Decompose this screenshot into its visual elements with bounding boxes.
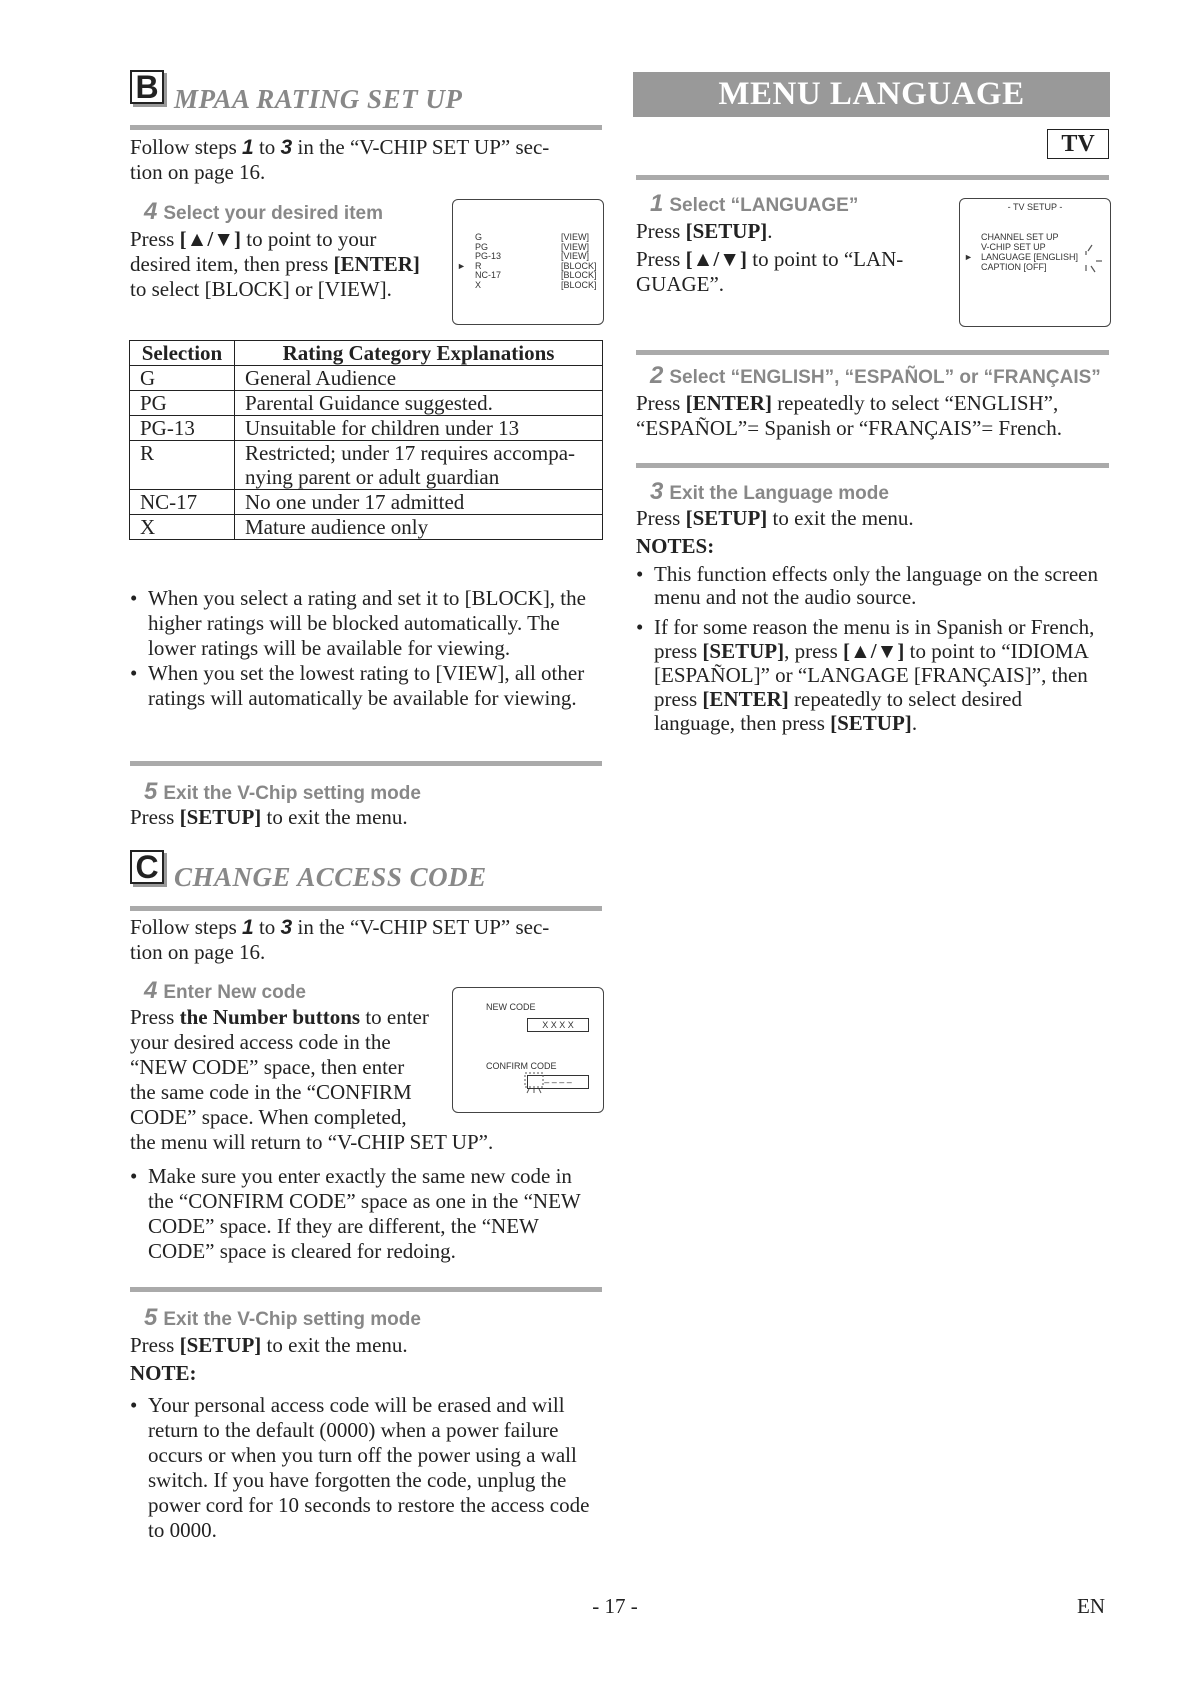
osd-menu-item: LANGUAGE [ENGLISH] xyxy=(981,252,1079,262)
osd-cursor-icon: ► xyxy=(964,252,973,262)
osd-tv-setup-header: - TV SETUP - xyxy=(1007,202,1063,212)
osd-rating-state: [BLOCK] xyxy=(561,260,597,271)
section-c-step5-text: Press [SETUP] to exit the menu. xyxy=(130,1333,408,1357)
rating-category-table xyxy=(129,340,603,540)
osd-confirm-code-label: CONFIRM CODE xyxy=(486,1061,557,1071)
osd-rating-state: [BLOCK] xyxy=(561,270,597,280)
section-b-step5-text: Press [SETUP] to exit the menu. xyxy=(130,805,408,829)
language-code: EN xyxy=(1077,1594,1105,1618)
osd-rating-label: X xyxy=(475,279,482,290)
rating-selection-cell: PG-13 xyxy=(130,416,235,441)
osd-rating-label: G xyxy=(475,232,483,242)
access-code-osd-screen xyxy=(452,987,604,1113)
osd-new-code-label: NEW CODE xyxy=(486,1002,536,1012)
lang-note-1: • This function effects only the language on the screen menu and not the audio source. xyxy=(636,562,1098,609)
section-b-bullet-1: • When you select a rating and set it to [BLOCK], the higher ratings will be blocked automatically. The lower ratings will be available for viewing. xyxy=(130,586,586,660)
table-row xyxy=(130,515,603,540)
table-row xyxy=(130,391,603,416)
rating-explanation-cell: General Audience xyxy=(235,366,603,391)
section-c-bullet: • Make sure you enter exactly the same new code in the “CONFIRM CODE” space as one in the “NEW CODE” space. If they are different, the “NEW CODE” space is cleared for redoing. xyxy=(130,1164,581,1263)
rating-selection-cell: PG xyxy=(130,391,235,416)
section-b-intro: Follow steps 1 to 3 in the “V-CHIP SET UP” sec- tion on page 16. xyxy=(130,135,550,184)
rating-selection-cell: R xyxy=(130,441,235,490)
table-header-selection: Selection xyxy=(130,341,235,366)
section-b-title: MPAA RATING SET UP xyxy=(174,84,463,114)
section-c-step4-heading: 4 Enter New code xyxy=(144,977,306,1004)
section-c-intro: Follow steps 1 to 3 in the “V-CHIP SET UP” sec- tion on page 16. xyxy=(130,915,550,964)
rating-selection-cell: X xyxy=(130,515,235,540)
section-b-letter: B xyxy=(130,70,164,104)
section-b-step5-rule xyxy=(130,761,602,766)
section-b-step5-heading: 5 Exit the V-Chip setting mode xyxy=(144,778,421,805)
rating-osd-screen xyxy=(452,199,604,325)
section-b-step4-text: Press [▲/▼] to point to your desired item, then press [ENTER] to select [BLOCK] or [VIEW]. xyxy=(130,227,420,301)
osd-menu-item: V-CHIP SET UP xyxy=(981,242,1046,252)
table-row xyxy=(130,490,603,515)
table-row xyxy=(130,366,603,391)
rating-explanation-cell: Parental Guidance suggested. xyxy=(235,391,603,416)
lang-step3-heading: 3 Exit the Language mode xyxy=(650,478,889,505)
section-b-bullet-2: • When you set the lowest rating to [VIEW], all other ratings will automatically be available for viewing. xyxy=(130,661,585,710)
blink-lines-icon xyxy=(1070,241,1106,277)
section-c-note-bullet: • Your personal access code will be erased and will return to the default (0000) when a power failure occurs or when you turn off the power using a wall switch. If you have forgotten the code, unplug the power cord for 10 seconds to restore the access code to 0000. xyxy=(130,1393,590,1542)
lang-step2-text: Press [ENTER] repeatedly to select “ENGLISH”, “ESPAÑOL”= Spanish or “FRANÇAIS”= French. xyxy=(636,391,1062,440)
rating-selection-cell: NC-17 xyxy=(130,490,235,515)
osd-rating-state: [BLOCK] xyxy=(561,279,597,290)
section-c-letter: C xyxy=(130,850,164,884)
lang-step1-heading: 1 Select “LANGUAGE” xyxy=(650,190,859,217)
lang-step3-rule xyxy=(636,463,1109,468)
section-b-step4-heading: 4 Select your desired item xyxy=(144,198,384,225)
table-header-explanations: Rating Category Explanations xyxy=(235,341,603,366)
lang-step2-heading: 2 Select “ENGLISH”, “ESPAÑOL” or “FRANÇAIS” xyxy=(650,362,1101,389)
osd-confirm-code-value: – – – – xyxy=(527,1075,589,1089)
section-c-step5-rule xyxy=(130,1287,602,1292)
osd-menu-item: CHANNEL SET UP xyxy=(981,232,1059,242)
tv-badge: TV xyxy=(1047,129,1109,159)
lang-step3-text: Press [SETUP] to exit the menu. xyxy=(636,506,914,530)
section-c-step4-text: Press the Number buttons to enter your desired access code in the “NEW CODE” space, then enter the same code in the “CONFIRM CODE” space. When completed, the menu will return to “V-CHIP SET UP”. xyxy=(130,1005,494,1154)
rating-explanation-cell: Restricted; under 17 requires accompa- nying parent or adult guardian xyxy=(235,441,603,490)
osd-rating-label: NC-17 xyxy=(475,270,502,280)
lang-step2-rule xyxy=(636,350,1109,355)
section-c-rule xyxy=(130,906,602,911)
lang-step1-rule xyxy=(636,175,1109,180)
osd-rating-state: [VIEW] xyxy=(561,251,590,261)
osd-rating-state: [VIEW] xyxy=(561,232,590,242)
rating-explanation-cell: Mature audience only xyxy=(235,515,603,540)
blink-cursor-icon xyxy=(523,1070,549,1094)
table-row xyxy=(130,441,603,490)
osd-menu-item: CAPTION [OFF] xyxy=(981,262,1047,272)
osd-rating-row xyxy=(453,281,603,291)
osd-cursor-icon: ► xyxy=(457,260,466,271)
osd-new-code-value: X X X X xyxy=(527,1018,589,1032)
section-c-note-label: NOTE: xyxy=(130,1361,197,1385)
osd-rating-state: [VIEW] xyxy=(561,241,590,252)
table-row xyxy=(130,416,603,441)
menu-language-title: MENU LANGUAGE xyxy=(633,72,1110,117)
osd-rating-label: R xyxy=(475,260,482,271)
rating-selection-cell: G xyxy=(130,366,235,391)
section-c-step5-heading: 5 Exit the V-Chip setting mode xyxy=(144,1304,421,1331)
section-b-rule xyxy=(130,125,602,130)
section-c-title: CHANGE ACCESS CODE xyxy=(174,862,487,892)
tv-setup-osd-screen xyxy=(959,198,1111,327)
rating-explanation-cell: Unsuitable for children under 13 xyxy=(235,416,603,441)
lang-notes-label: NOTES: xyxy=(636,534,715,558)
osd-rating-label: PG xyxy=(475,241,489,252)
lang-note-2: • If for some reason the menu is in Spanish or French, press [SETUP], press [▲/▼] to point to “IDIOMA [ESPAÑOL]” or “LANGAGE [FRANÇAIS]”, then press [ENTER] repeatedly to select desired language, then press [SETUP]. xyxy=(636,615,1095,735)
osd-rating-label: PG-13 xyxy=(475,251,502,261)
rating-explanation-cell: No one under 17 admitted xyxy=(235,490,603,515)
page-number: - 17 - xyxy=(592,1594,638,1618)
lang-step1-text: Press [SETUP]. Press [▲/▼] to point to “LAN- GUAGE”. xyxy=(636,219,904,296)
